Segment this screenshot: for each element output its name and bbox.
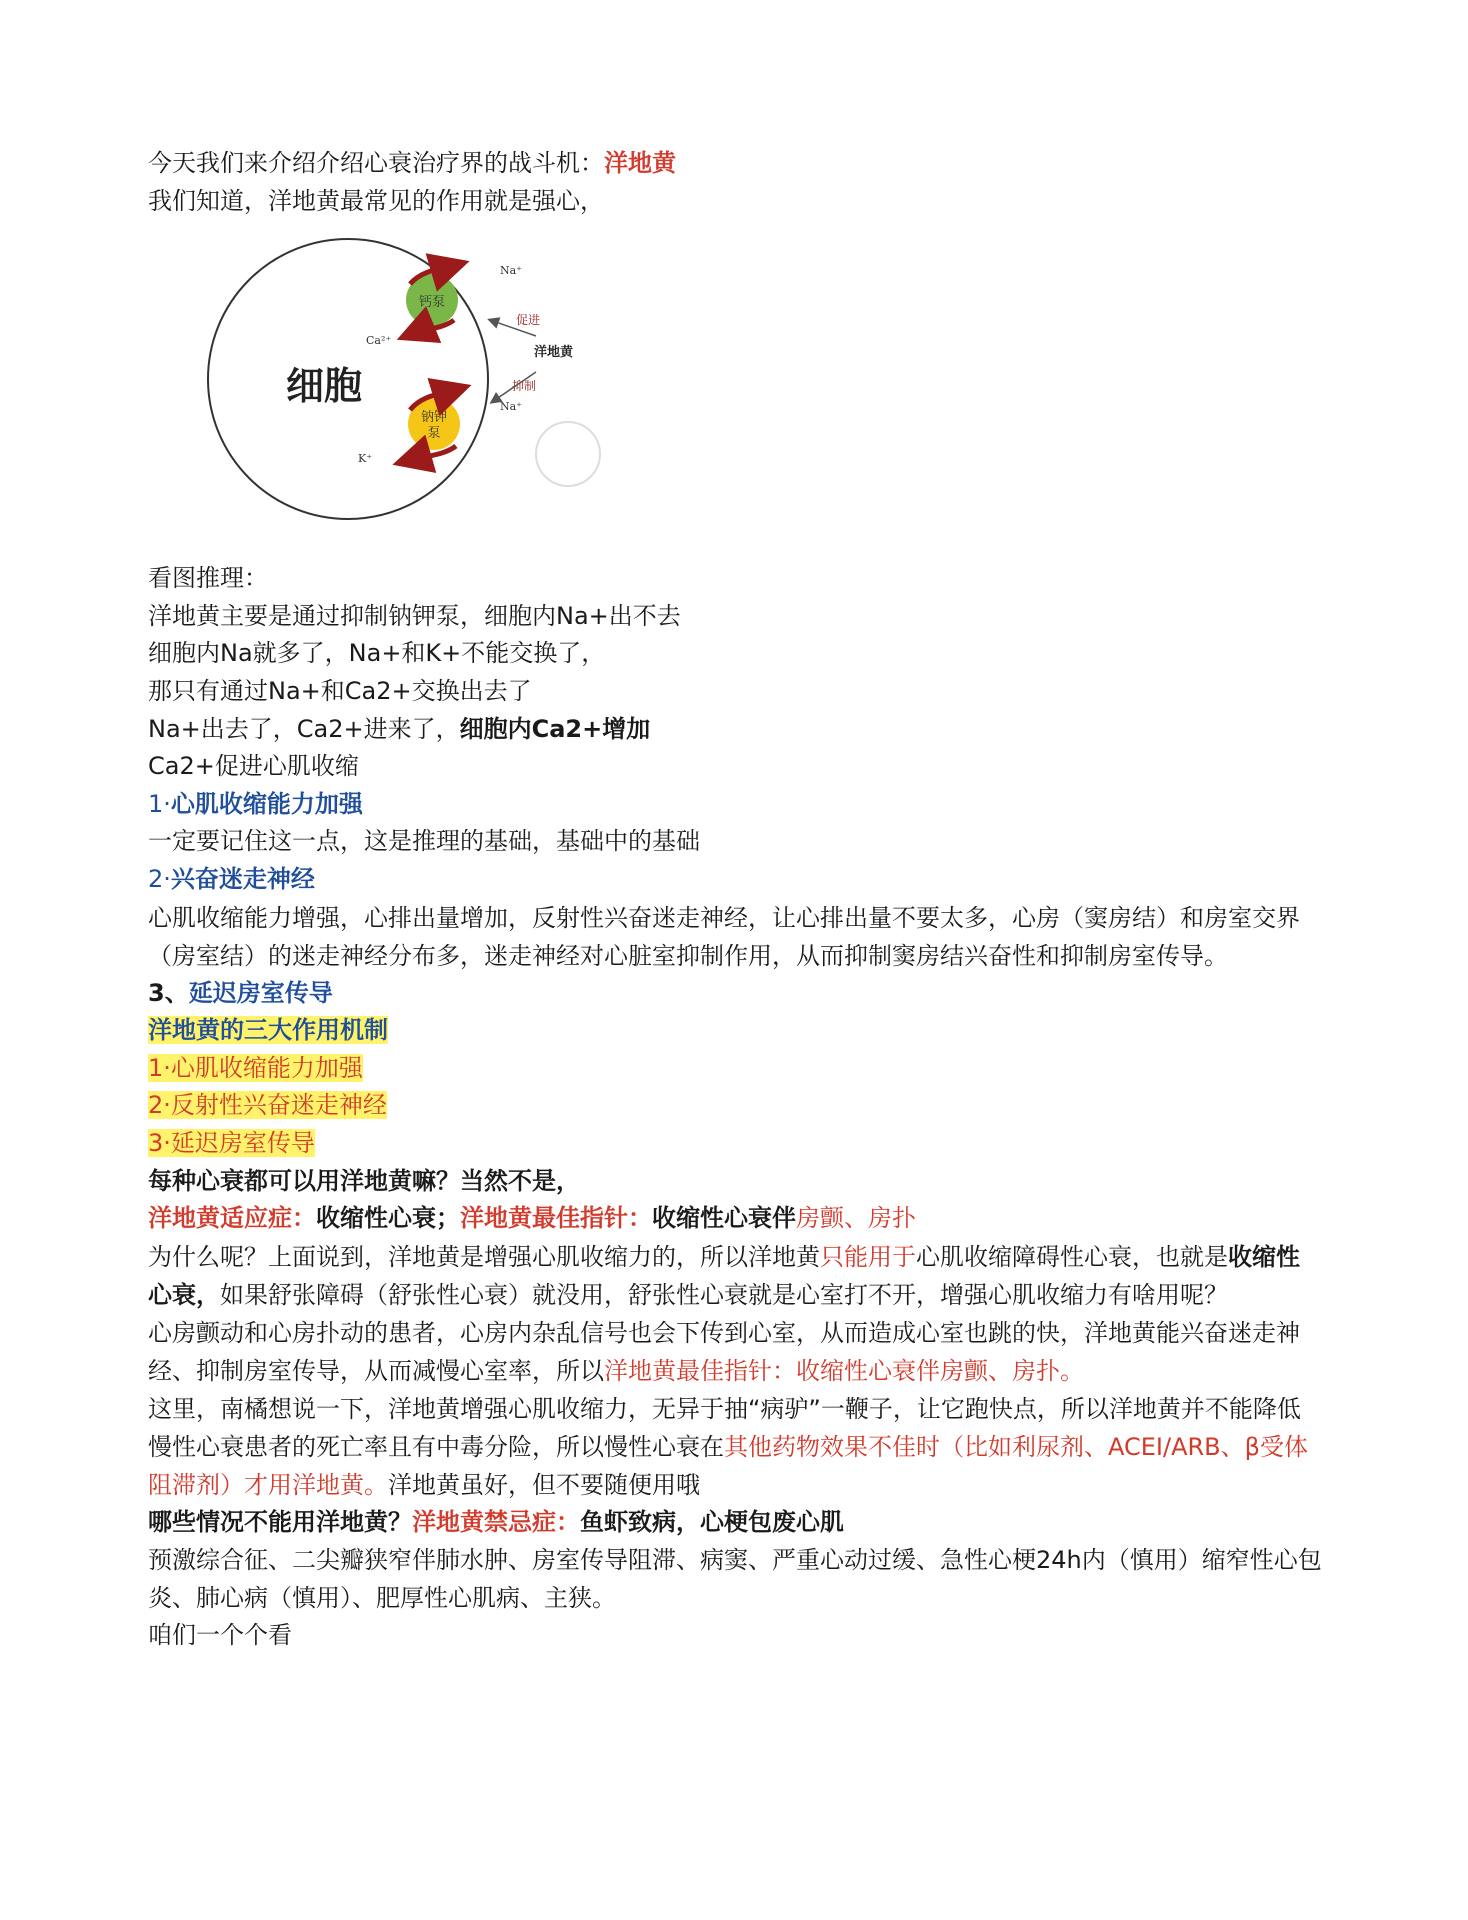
drug-label: 洋地黄 [534, 345, 574, 361]
point-3-heading: 3、延迟房室传导 [148, 978, 333, 1007]
summary-item-2: 2·反射性兴奋迷走神经 [148, 1091, 387, 1120]
contraindications-heading: 哪些情况不能用洋地黄？洋地黄禁忌症：鱼虾致病，心梗包废心肌 [148, 1507, 844, 1536]
point-2-heading: 2·兴奋迷走神经 [148, 864, 315, 893]
na-k-pump-label-2: 泵 [427, 426, 441, 442]
reasoning-line-3: 那只有通过Na+和Ca2+交换出去了 [148, 676, 532, 705]
watermark-stamp [536, 422, 600, 486]
summary-title: 洋地黄的三大作用机制 [148, 1016, 388, 1045]
promote-label: 促进 [516, 313, 541, 328]
indications-para-3: 这里，南橘想说一下，洋地黄增强心肌收缩力，无异于抽“病驴”一鞭子，让它跑快点，所以洋地黄并不能降低慢性心衰患者的死亡率且有中毒分险，所以慢性心衰在其他药物效果不佳时（比如利尿剂、ACEI/ARB、β受体阻滞剂）才用洋地黄。洋地黄虽好，但不要随便用哦 [148, 1394, 1308, 1499]
inhibit-label: 抑制 [512, 379, 537, 394]
intro-line-2: 我们知道，洋地黄最常见的作用就是强心， [148, 186, 604, 215]
indications-line: 洋地黄适应症：收缩性心衰；洋地黄最佳指针：收缩性心衰伴房颤、房扑 [148, 1204, 916, 1233]
cell-label: 细胞 [286, 364, 363, 409]
diagram-svg [198, 224, 678, 524]
closing-line: 咱们一个个看 [148, 1621, 292, 1650]
na-bottom-label: Na⁺ [500, 400, 522, 414]
point-2-desc: 心肌收缩能力增强，心排出量增加，反射性兴奋迷走神经，让心排出量不要太多，心房（窦房结）和房室交界（房室结）的迷走神经分布多，迷走神经对心脏室抑制作用，从而抑制窦房结兴奋性和抑制房室传导。 [148, 903, 1300, 970]
intro-line-1: 今天我们来介绍介绍心衰治疗界的战斗机：洋地黄 [148, 149, 676, 177]
reasoning-line-5: Ca2+促进心肌收缩 [148, 752, 359, 781]
indications-para-2: 心房颤动和心房扑动的患者，心房内杂乱信号也会下传到心室，从而造成心室也跳的快，洋地黄能兴奋迷走神经、抑制房室传导，从而减慢心室率，所以洋地黄最佳指针：收缩性心衰伴房颤、房扑。 [148, 1318, 1300, 1385]
na-top-label: Na⁺ [500, 264, 522, 278]
ca-label: Ca²⁺ [366, 334, 392, 348]
na-k-pump-label-1: 钠钾 [420, 410, 448, 426]
point-1-desc: 一定要记住这一点，这是推理的基础，基础中的基础 [148, 827, 700, 856]
indications-question: 每种心衰都可以用洋地黄嘛？当然不是， [148, 1166, 580, 1195]
summary-item-3: 3·延迟房室传导 [148, 1128, 315, 1157]
cell-pump-diagram [198, 224, 678, 524]
contraindications-list: 预激综合征、二尖瓣狭窄伴肺水肿、房室传导阻滞、病窦、严重心动过缓、急性心梗24h内（慎用）缩窄性心包炎、肺心病（慎用）、肥厚性心肌病、主狭。 [148, 1546, 1322, 1613]
drug-name-highlight: 洋地黄 [604, 149, 676, 177]
calcium-pump-label: 钙泵 [418, 295, 446, 311]
summary-item-1: 1·心肌收缩能力加强 [148, 1053, 363, 1082]
point-1-heading: 1·心肌收缩能力加强 [148, 789, 363, 818]
reasoning-line-2: 细胞内Na就多了，Na+和K+不能交换了， [148, 639, 606, 668]
reasoning-title: 看图推理： [148, 564, 268, 593]
document-body [148, 145, 1323, 1655]
k-label: K⁺ [358, 452, 373, 466]
reasoning-line-4: Na+出去了，Ca2+进来了，细胞内Ca2+增加 [148, 714, 651, 743]
reasoning-line-1: 洋地黄主要是通过抑制钠钾泵，细胞内Na+出不去 [148, 601, 681, 630]
indications-para-1: 为什么呢？上面说到，洋地黄是增强心肌收缩力的，所以洋地黄只能用于心肌收缩障碍性心衰，也就是收缩性心衰，如果舒张障碍（舒张性心衰）就没用，舒张性心衰就是心室打不开，增强心肌收缩力有啥用呢？ [148, 1242, 1300, 1309]
